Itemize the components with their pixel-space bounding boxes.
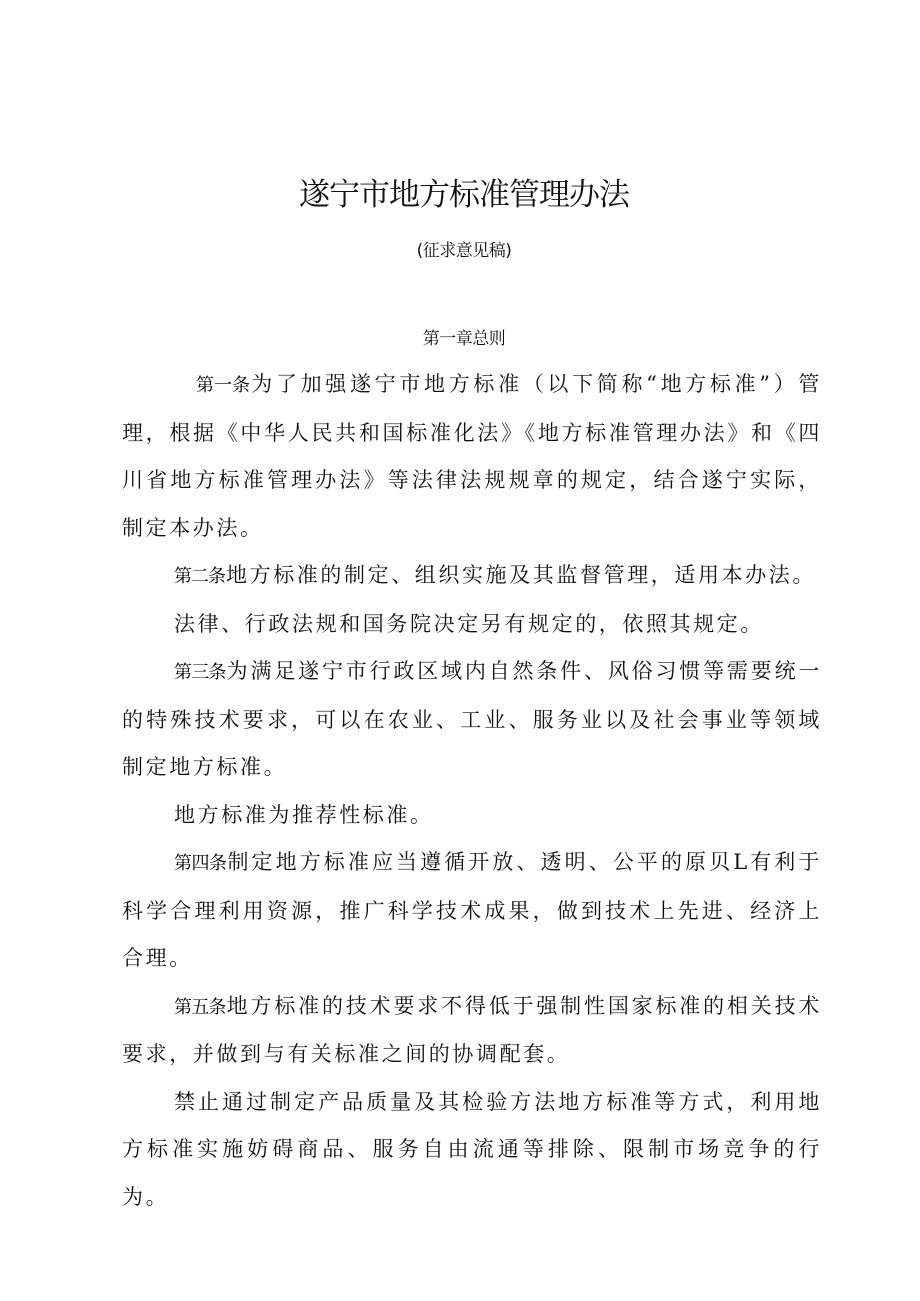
article-1-paragraph: [122, 361, 822, 552]
article-number: 第四条: [174, 853, 227, 874]
article-5-paragraph: [122, 983, 822, 1079]
article-number: 第二条: [174, 566, 225, 587]
article-number: 第三条: [174, 662, 226, 683]
article-number: 第五条: [174, 996, 226, 1018]
article-2-clause-paragraph: [122, 601, 822, 649]
document-subtitle: (征求意见稿): [416, 241, 512, 261]
article-text: 为了加强遂宁市地方标准（以下简称“地方标准”）管理，根据《中华人民共和国标准化法》《地方标准管理办法》和《四川省地方标准管理办法》等法律法规规章的规定，结合遂宁实际，制定本办法。: [122, 372, 822, 540]
document-title: 遂宁市地方标准管理办法: [299, 177, 629, 213]
article-text: 为满足遂宁市行政区域内自然条件、风俗习惯等需要统一的特殊技术要求，可以在农业、工业、服务业以及社会事业等领域制定地方标准。: [122, 659, 823, 779]
article-3-paragraph: [122, 648, 822, 792]
chapter-heading: 第一章总则: [422, 329, 506, 349]
article-text: 制定地方标准应当遵循开放、透明、公平的原贝L有利于科学合理利用资源，推广科学技术成果，做到技术上先进、经济上合理。: [122, 850, 822, 970]
article-text: 法律、行政法规和国务院决定另有规定的，依照其规定。: [174, 611, 764, 636]
article-4-paragraph: [122, 839, 822, 983]
document-body: [122, 361, 822, 1221]
article-text: 地方标准的技术要求不得低于强制性国家标准的相关技术要求，并做到与有关标准之间的协调配套。: [122, 993, 823, 1066]
article-2-paragraph: [122, 552, 822, 601]
article-text: 地方标准的制定、组织实施及其监督管理，适用本办法。: [226, 563, 816, 587]
article-text: 地方标准为推荐性标准。: [174, 802, 434, 827]
article-number: 第一条: [196, 375, 251, 396]
article-5-clause-paragraph: [122, 1079, 822, 1222]
article-3-clause-paragraph: [122, 792, 822, 840]
article-text: 禁止通过制定产品质量及其检验方法地方标准等方式，利用地方标准实施妨碍商品、服务自由流通等排除、限制市场竞争的行为。: [122, 1089, 822, 1209]
